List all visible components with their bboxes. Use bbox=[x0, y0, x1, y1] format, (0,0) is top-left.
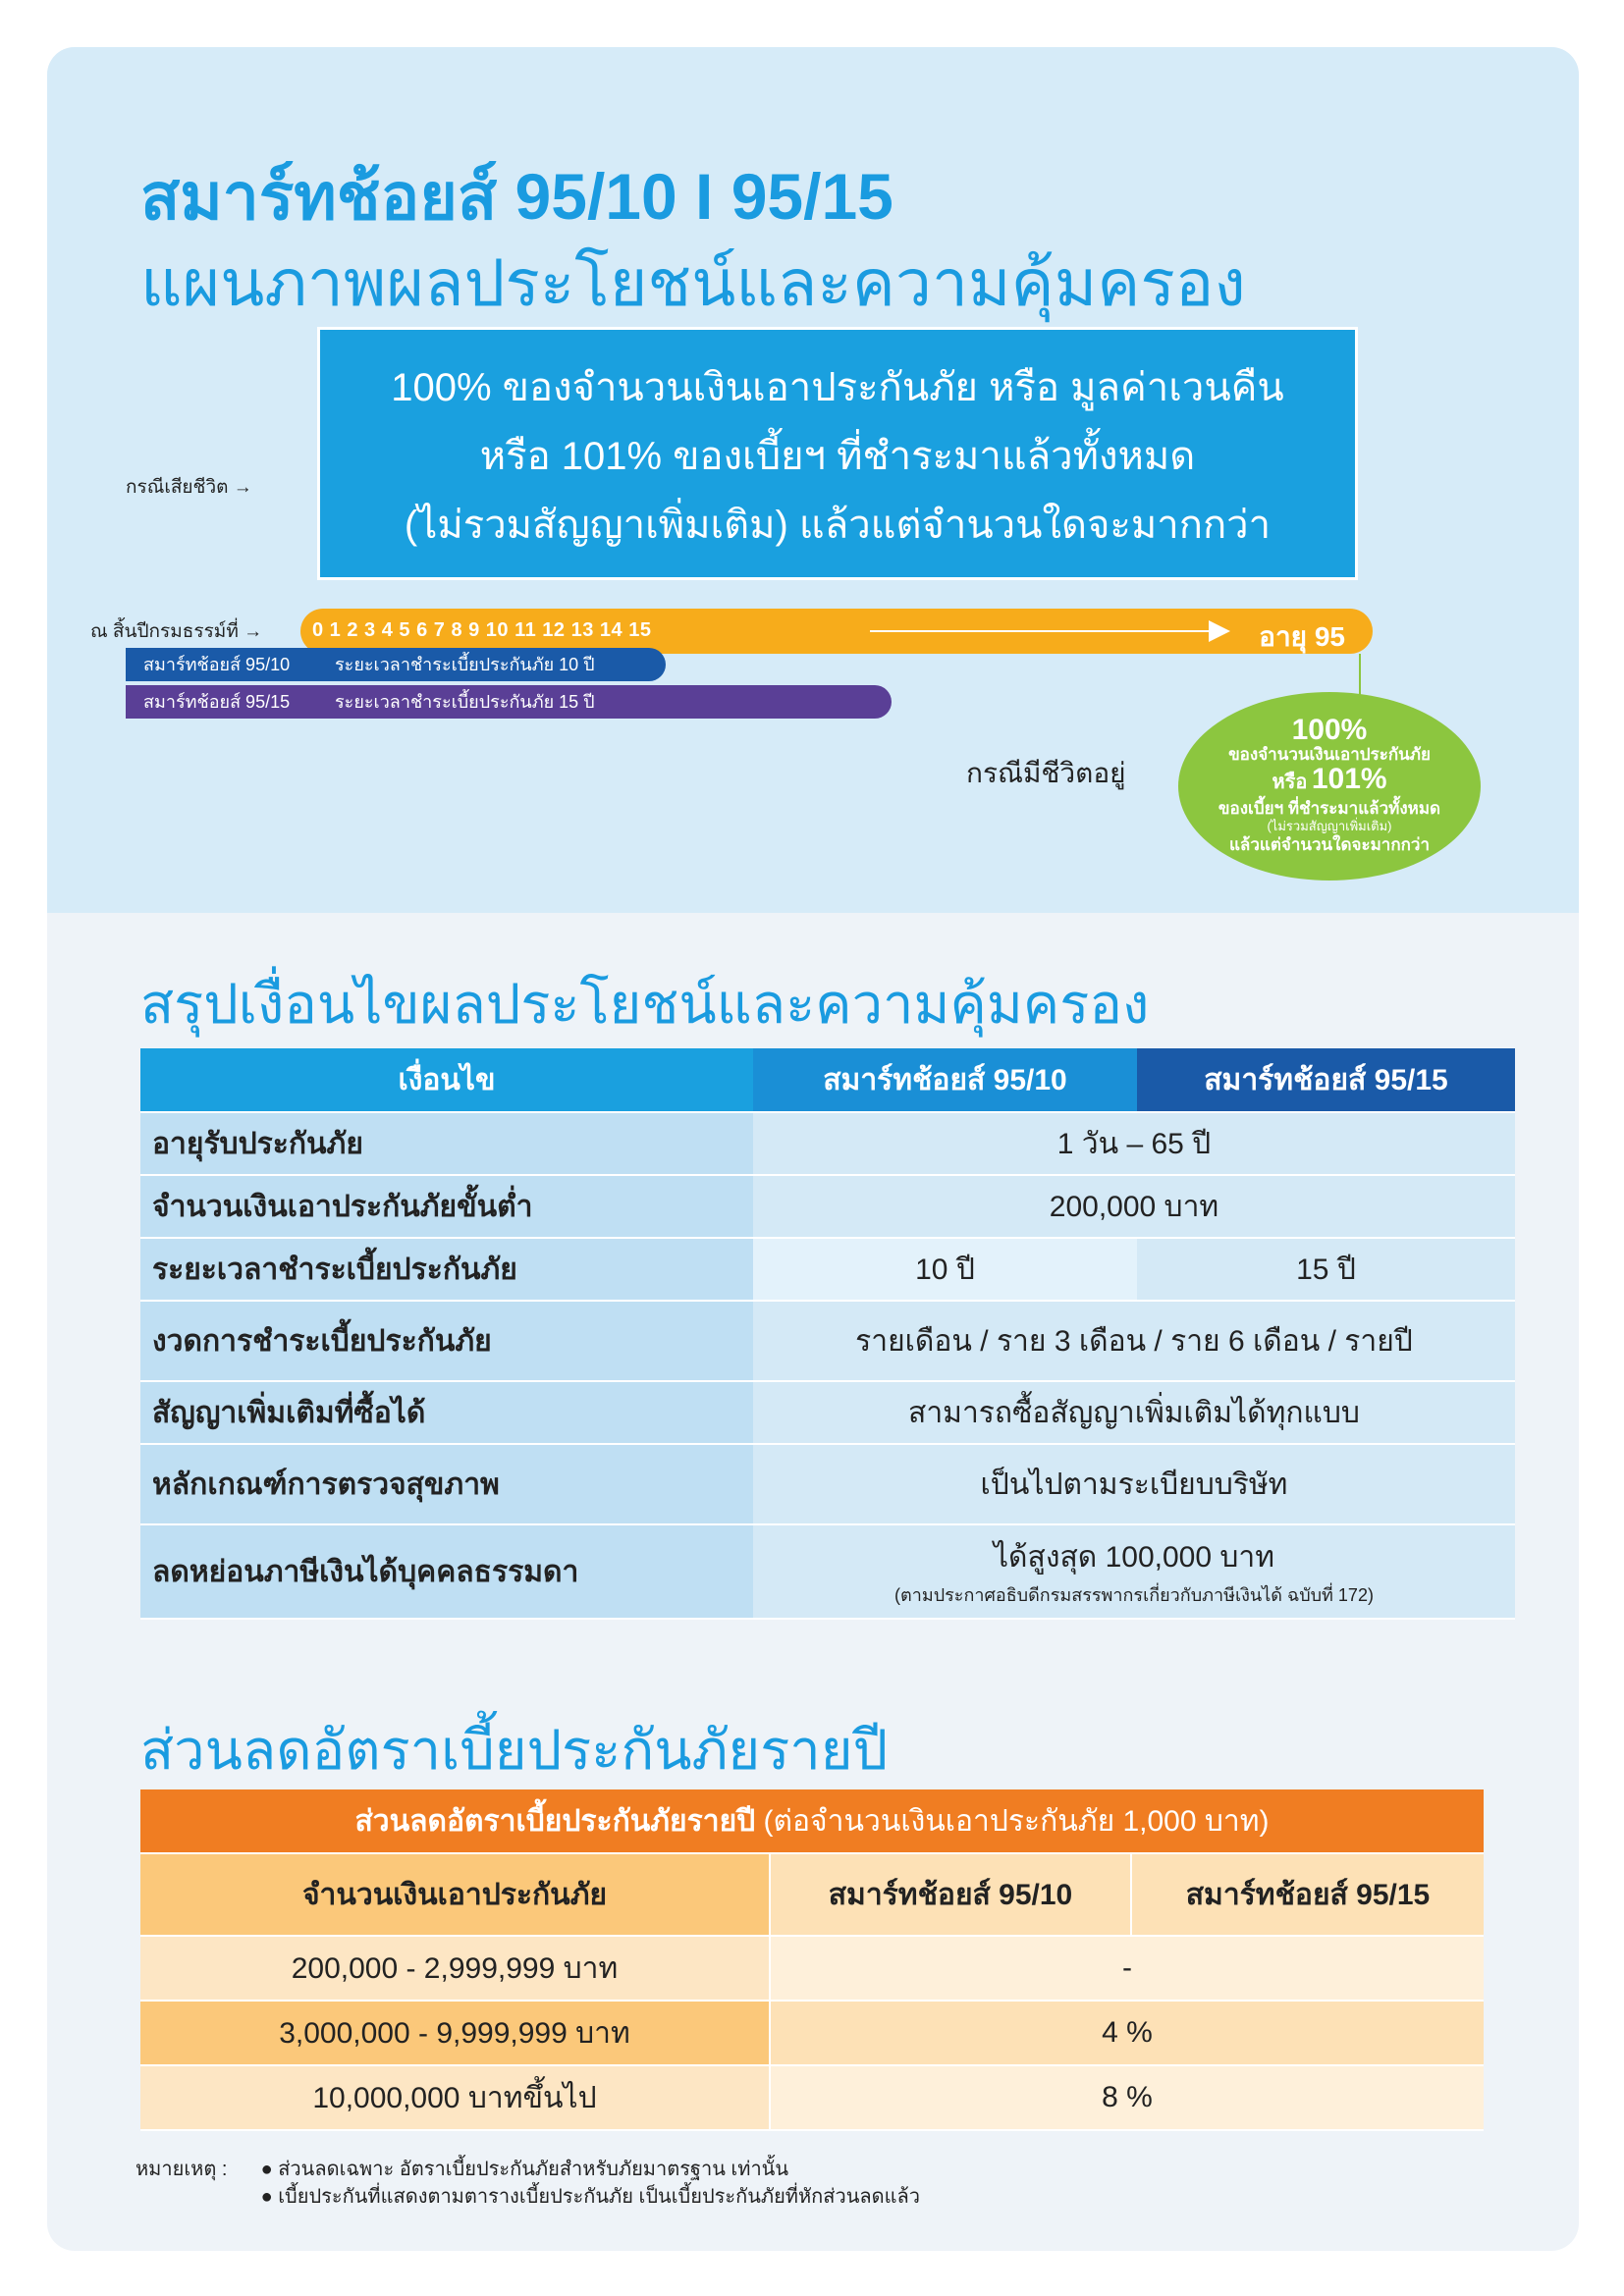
policy-year-label: ณ สิ้นปีกรมธรรม์ที่ bbox=[90, 621, 239, 642]
row-label: งวดการชำระเบี้ยประกันภัย bbox=[140, 1302, 753, 1382]
alive-line-2: ของเบี้ยฯ ที่ชำระมาแล้วทั้งหมด bbox=[1218, 799, 1441, 818]
alive-or-row bbox=[1178, 765, 1481, 799]
table-row bbox=[140, 1937, 1484, 2002]
arrow-right-icon: → bbox=[233, 477, 252, 498]
page-subtitle: แผนภาพผลประโยชน์และความคุ้มครอง bbox=[140, 246, 1246, 319]
note-text: ส่วนลดเฉพาะ อัตราเบี้ยประกันภัยสำหรับภัยมาตรฐาน เท่านั้น bbox=[278, 2159, 789, 2180]
plan-15-period: ระยะเวลาชำระเบี้ยประกันภัย 15 ปี bbox=[335, 692, 595, 712]
discount-title-cell bbox=[140, 1789, 1484, 1854]
table-header-row bbox=[140, 1854, 1484, 1937]
note-item bbox=[135, 2183, 920, 2211]
table-row bbox=[140, 1113, 1515, 1176]
notes-label: หมายเหตุ : bbox=[135, 2159, 228, 2180]
row-value: สามารถซื้อสัญญาเพิ่มเติมได้ทุกแบบ bbox=[753, 1382, 1515, 1445]
col-plan-15: สมาร์ทช้อยส์ 95/15 bbox=[1132, 1854, 1484, 1937]
alive-pct-100: 100% bbox=[1291, 714, 1368, 746]
row-discount: 4 % bbox=[771, 2002, 1484, 2066]
summary-table bbox=[140, 1048, 1515, 1620]
row-value: ได้สูงสุด 100,000 บาท bbox=[993, 1541, 1275, 1574]
alive-line-4: แล้วแต่จำนวนใดจะมากกว่า bbox=[1228, 835, 1431, 854]
connector-line bbox=[1359, 654, 1361, 699]
death-benefit-line: 100% ของจำนวนเงินเอาประกันภัย หรือ มูลค่าเวนคืน bbox=[391, 366, 1284, 409]
row-discount: - bbox=[771, 1937, 1484, 2002]
plan-15-name: สมาร์ทช้อยส์ 95/15 bbox=[143, 692, 291, 712]
notes bbox=[135, 2156, 920, 2211]
table-row bbox=[140, 1382, 1515, 1445]
row-value-15: 15 ปี bbox=[1137, 1239, 1515, 1302]
table-header-row bbox=[140, 1048, 1515, 1113]
page-title: สมาร์ทช้อยส์ 95/10 I 95/15 bbox=[140, 160, 893, 233]
col-plan-15: สมาร์ทช้อยส์ 95/15 bbox=[1137, 1048, 1515, 1113]
timeline-arrow-line bbox=[870, 630, 1209, 632]
discount-table bbox=[140, 1789, 1484, 2131]
table-row bbox=[140, 1176, 1515, 1239]
row-note: (ตามประกาศอธิบดีกรมสรรพากรเกี่ยวกับภาษีเงินได้ ฉบับที่ 172) bbox=[894, 1585, 1374, 1605]
row-label: สัญญาเพิ่มเติมที่ซื้อได้ bbox=[140, 1382, 753, 1445]
note-text: เบี้ยประกันที่แสดงตามตารางเบี้ยประกันภัย เป็นเบี้ยประกันภัยที่หักส่วนลดแล้ว bbox=[278, 2186, 921, 2208]
row-label: ระยะเวลาชำระเบี้ยประกันภัย bbox=[140, 1239, 753, 1302]
row-label: อายุรับประกันภัย bbox=[140, 1113, 753, 1176]
table-row bbox=[140, 2066, 1484, 2131]
timeline-years: 0 1 2 3 4 5 6 7 8 9 10 11 12 13 14 15 bbox=[312, 619, 652, 641]
row-label: ลดหย่อนภาษีเงินได้บุคคลธรรมดา bbox=[140, 1525, 753, 1620]
arrow-head-icon bbox=[1209, 620, 1230, 642]
table-row bbox=[140, 2002, 1484, 2066]
age-label: อายุ 95 bbox=[1259, 621, 1345, 652]
row-value-10: 10 ปี bbox=[753, 1239, 1137, 1302]
death-benefit-line: หรือ 101% ของเบี้ยฯ ที่ชำระมาแล้วทั้งหมด bbox=[479, 435, 1196, 478]
note-item bbox=[135, 2156, 920, 2183]
row-value-cell bbox=[753, 1525, 1515, 1620]
death-label-row bbox=[126, 472, 252, 502]
row-value: รายเดือน / ราย 3 เดือน / ราย 6 เดือน / รายปี bbox=[753, 1302, 1515, 1382]
alive-benefit-bubble bbox=[1178, 692, 1481, 881]
row-discount: 8 % bbox=[771, 2066, 1484, 2131]
row-range: 3,000,000 - 9,999,999 บาท bbox=[140, 2002, 771, 2066]
alive-line-1: ของจำนวนเงินเอาประกันภัย bbox=[1228, 745, 1431, 764]
alive-or: หรือ bbox=[1272, 772, 1308, 793]
plan-15-bar bbox=[126, 685, 892, 719]
alive-pct-101: 101% bbox=[1311, 763, 1387, 795]
row-value: 200,000 บาท bbox=[753, 1176, 1515, 1239]
col-plan-10: สมาร์ทช้อยส์ 95/10 bbox=[753, 1048, 1137, 1113]
table-row bbox=[140, 1302, 1515, 1382]
table-row bbox=[140, 1445, 1515, 1525]
bullet-icon: ● bbox=[260, 2159, 273, 2180]
row-label: หลักเกณฑ์การตรวจสุขภาพ bbox=[140, 1445, 753, 1525]
plan-10-period: ระยะเวลาชำระเบี้ยประกันภัย 10 ปี bbox=[335, 655, 595, 674]
row-range: 10,000,000 บาทขึ้นไป bbox=[140, 2066, 771, 2131]
table-row bbox=[140, 1239, 1515, 1302]
discount-title-rest: (ต่อจำนวนเงินเอาประกันภัย 1,000 บาท) bbox=[763, 1804, 1270, 1838]
table-row bbox=[140, 1525, 1515, 1620]
plan-10-bar bbox=[126, 648, 666, 681]
row-label: จำนวนเงินเอาประกันภัยขั้นต่ำ bbox=[140, 1176, 753, 1239]
alive-label: กรณีมีชีวิตอยู่ bbox=[966, 758, 1126, 788]
death-benefit-line: (ไม่รวมสัญญาเพิ่มเติม) แล้วแต่จำนวนใดจะมากกว่า bbox=[404, 504, 1272, 547]
col-sum-assured: จำนวนเงินเอาประกันภัย bbox=[140, 1854, 771, 1937]
death-label: กรณีเสียชีวิต bbox=[126, 477, 229, 498]
row-value: เป็นไปตามระเบียบบริษัท bbox=[753, 1445, 1515, 1525]
alive-line-3: (ไม่รวมสัญญาเพิ่มเติม) bbox=[1267, 819, 1392, 833]
col-condition: เงื่อนไข bbox=[140, 1048, 753, 1113]
discount-title-row bbox=[140, 1789, 1484, 1854]
policy-year-label-row bbox=[90, 616, 262, 646]
summary-heading: สรุปเงื่อนไขผลประโยชน์และความคุ้มครอง bbox=[140, 973, 1150, 1035]
discount-heading: ส่วนลดอัตราเบี้ยประกันภัยรายปี bbox=[140, 1719, 889, 1781]
diagram-section bbox=[47, 47, 1579, 913]
arrow-right-icon: → bbox=[244, 621, 263, 642]
brochure-card bbox=[47, 47, 1579, 2251]
death-benefit-box bbox=[317, 327, 1358, 580]
bullet-icon: ● bbox=[260, 2186, 273, 2208]
discount-title-bold: ส่วนลดอัตราเบี้ยประกันภัยรายปี bbox=[354, 1804, 756, 1838]
plan-10-name: สมาร์ทช้อยส์ 95/10 bbox=[143, 655, 291, 674]
row-value: 1 วัน – 65 ปี bbox=[753, 1113, 1515, 1176]
col-plan-10: สมาร์ทช้อยส์ 95/10 bbox=[771, 1854, 1132, 1937]
row-range: 200,000 - 2,999,999 บาท bbox=[140, 1937, 771, 2002]
